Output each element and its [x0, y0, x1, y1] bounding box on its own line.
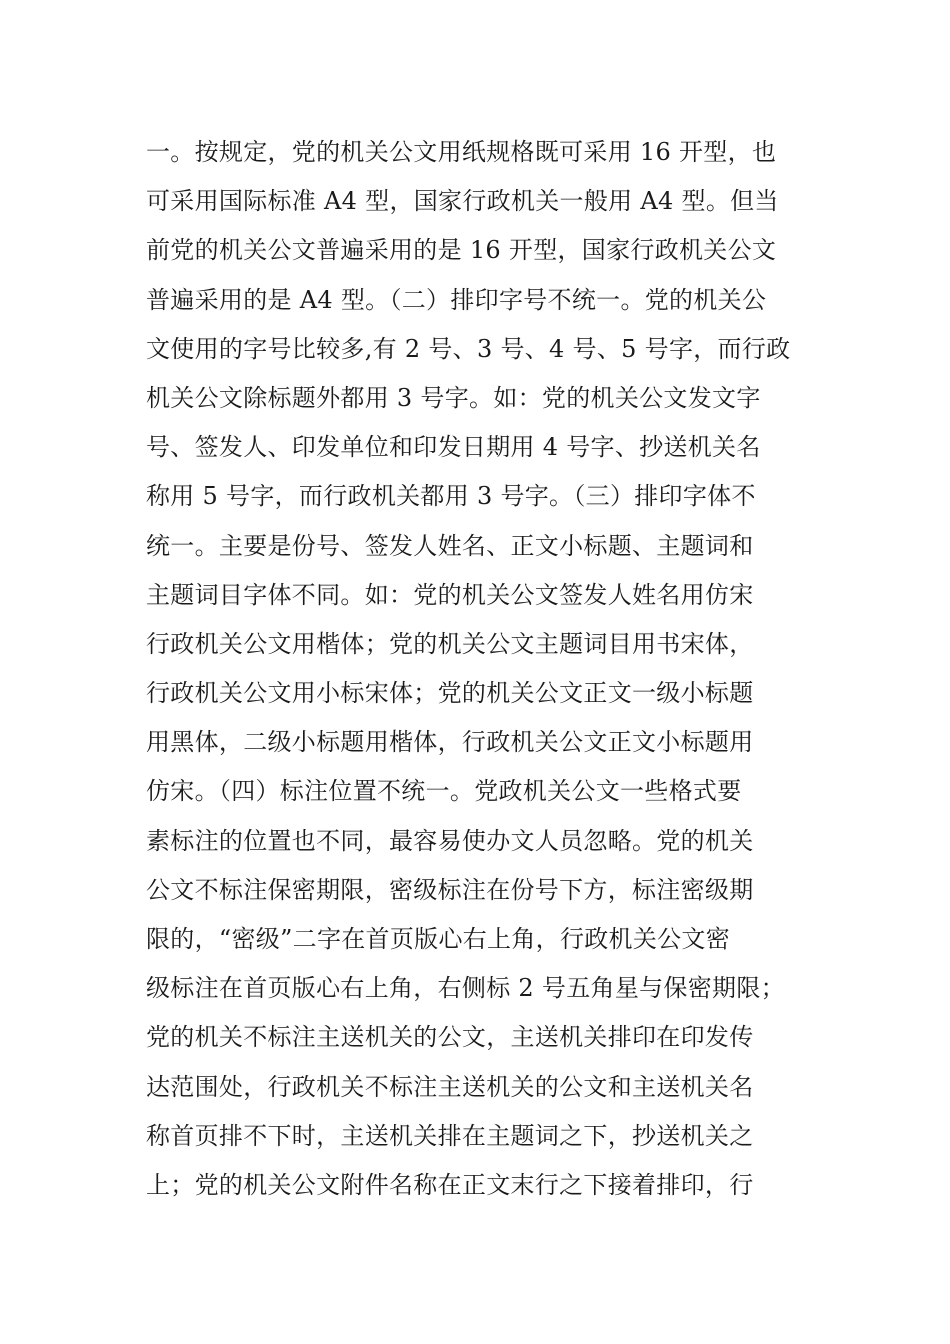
text-line: 称首页排不下时，主送机关排在主题词之下，抄送机关之 [146, 1121, 754, 1150]
text-line: 素标注的位置也不同，最容易使办文人员忽略。党的机关 [146, 826, 754, 855]
text-line: 限的，“密级”二字在首页版心右上角，行政机关公文密 [146, 925, 731, 953]
text-line: 主题词目字体不同。如：党的机关公文签发人姓名用仿宋 [146, 580, 754, 609]
text-line: 公文不标注保密期限，密级标注在份号下方，标注密级期 [146, 875, 754, 904]
text-line: 称用 5 号字，而行政机关都用 3 号字。（三）排印字体不 [146, 482, 756, 511]
text-line: 行政机关公文用小标宋体；党的机关公文正文一级小标题 [146, 679, 754, 708]
text-line: 党的机关不标注主送机关的公文，主送机关排印在印发传 [146, 1023, 754, 1052]
text-line: 普遍采用的是 A4 型。（二）排印字号不统一。党的机关公 [146, 285, 767, 314]
text-line: 用黑体，二级小标题用楷体，行政机关公文正文小标题用 [146, 728, 754, 757]
text-line: 达范围处，行政机关不标注主送机关的公文和主送机关名 [146, 1072, 754, 1101]
text-line: 行政机关公文用楷体；党的机关公文主题词目用书宋体， [146, 629, 754, 658]
text-line: 可采用国际标准 A4 型，国家行政机关一般用 A4 型。但当 [146, 187, 779, 216]
text-line: 机关公文除标题外都用 3 号字。如：党的机关公文发文字 [146, 383, 761, 412]
text-line: 一。按规定，党的机关公文用纸规格既可采用 16 开型，也 [146, 138, 777, 166]
text-line: 统一。主要是份号、签发人姓名、正文小标题、主题词和 [146, 531, 754, 560]
text-line: 仿宋。（四）标注位置不统一。党政机关公文一些格式要 [146, 777, 742, 806]
body-text [146, 128, 846, 1210]
text-line: 文使用的字号比较多,有 2 号、3 号、4 号、5 号字，而行政 [146, 334, 791, 363]
text-line: 上；党的机关公文附件名称在正文末行之下接着排印，行 [146, 1170, 754, 1199]
text-line: 号、签发人、印发单位和印发日期用 4 号字、抄送机关名 [146, 433, 761, 462]
text-line: 级标注在首页版心右上角，右侧标 2 号五角星与保密期限； [146, 974, 785, 1003]
text-line: 前党的机关公文普遍采用的是 16 开型，国家行政机关公文 [146, 236, 777, 265]
